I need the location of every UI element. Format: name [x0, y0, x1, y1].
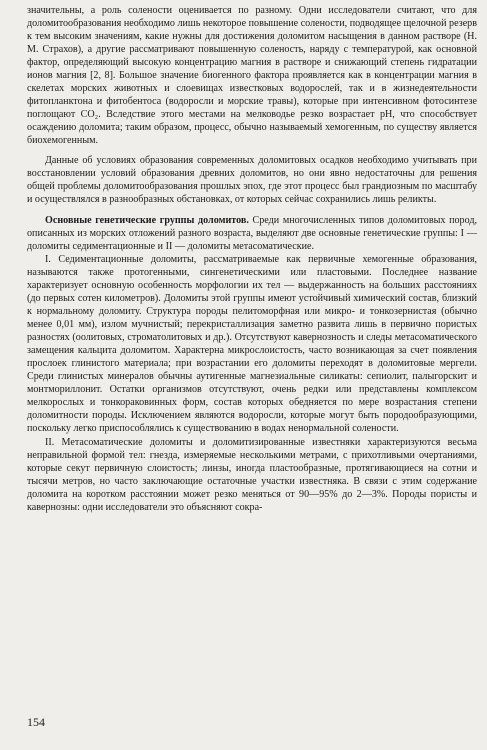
- paragraph-metasomatic-dolomites: II. Метасоматические доломиты и доломитизированные известняки характеризуются весьма неправильной формой тел: гнезда, измеряемые несколькими метрами, с прихотливыми очертаниями, которые секут первичную слоистость; линзы, иногда пластообразные, протягивающиеся на сотни и тысячи метров, но часто заключающие остаточные участки известняка. В связи с этим содержание доломита на коротком расстоянии может резко меняться от 90—95% до 2—3%. Породы пористы и кавернозны: одни исследователи это объясняют сокра-: [27, 436, 477, 513]
- paragraph-genetic-groups: [27, 214, 477, 253]
- page-number: 154: [27, 715, 45, 729]
- paragraph-salinity-biogenic: значительны, а роль солености оценивается по разному. Одни исследователи считают, что для доломитообразования необходимо лишь некоторое повышение солености, подводящее щелочной резерв к тем высоким значениям, какие нужны для достижения доломитом насыщения в данном растворе (Н. М. Страхов), а другие рассматривают повышенную соленость, наряду с температурой, как основной фактор, определяющий высокую концентрацию магния в растворе и снижающий степень гидратации ионов магния [2, 8]. Большое значение биогенного фактора проявляется как в концентрации магния в скелетах морских животных и слоевищах известковых водорослей, так и в жизнедеятельности фитопланктона и фитобентоса (водоросли и морские травы), которые при интенсивном фотосинтезе поглощают CO₂. Вследствие этого местами на мелководье резко возрастает pH, что способствует осаждению доломита; таким образом, процесс, обычно называемый хемогенным, по существу является биохемогенным.: [27, 5, 477, 147]
- section-heading-genetic-groups: Основные генетические группы доломитов.: [45, 214, 249, 226]
- genetic-groups-text: Среди многочисленных типов доломитовых пород, описанных из морских отложений разного возраста, выделяют две основные генетические группы: I — доломиты седиментационные и II — доломиты метасоматические.: [27, 214, 477, 252]
- paragraph-ancient-dolomites: Данные об условиях образования современных доломитовых осадков необходимо учитывать при восстановлении условий образования древних доломитов, но они явно недостаточны для решения общей проблемы доломитообразования прошлых эпох, где этот процесс был грандиозным по масштабу и осуществлялся в разнообразных обстановках, от которых сейчас сохранились лишь реликты.: [27, 154, 477, 205]
- paragraph-sedimentary-dolomites: I. Седиментационные доломиты, рассматриваемые как первичные хемогенные образования, называются также протогенными, сингенетическими или пластовыми. Последнее название характеризует основную особенность морфологии их тел — выдержанность на больших расстояниях (до первых сотен километров). Доломиты этой группы имеют устойчивый химический состав, близкий к нормальному доломиту. Структура породы пелитоморфная или микро- и тонкозернистая (обычно менее 0,01 мм), излом мучнистый; перекристаллизация заметно развита лишь в первично пористых разностях (оолитовых, строматолитовых и др.). Отсутствуют кавернозность и следы метасоматического замещения кальцита доломитом. Характерна микрослоистость, часто возникающая за счет появления прослоек глинистого материала; при возрастании его доломиты переходят в доломитовые мергели. Среди глинистых минералов обычны аутигенные магнезиальные силикаты: сепиолит, палыгорскит и монтмориллонит. Остатки организмов отсутствуют, очень редки или представлены комплексом мелкорослых и тонкораковинных форм, состав которых обедняется по мере возрастания степени доломитности породы. Исключением являются водоросли, которые могут быть породообразующими, поскольку легко приспособлялись к существованию в водах ненормальной солености.: [27, 253, 477, 435]
